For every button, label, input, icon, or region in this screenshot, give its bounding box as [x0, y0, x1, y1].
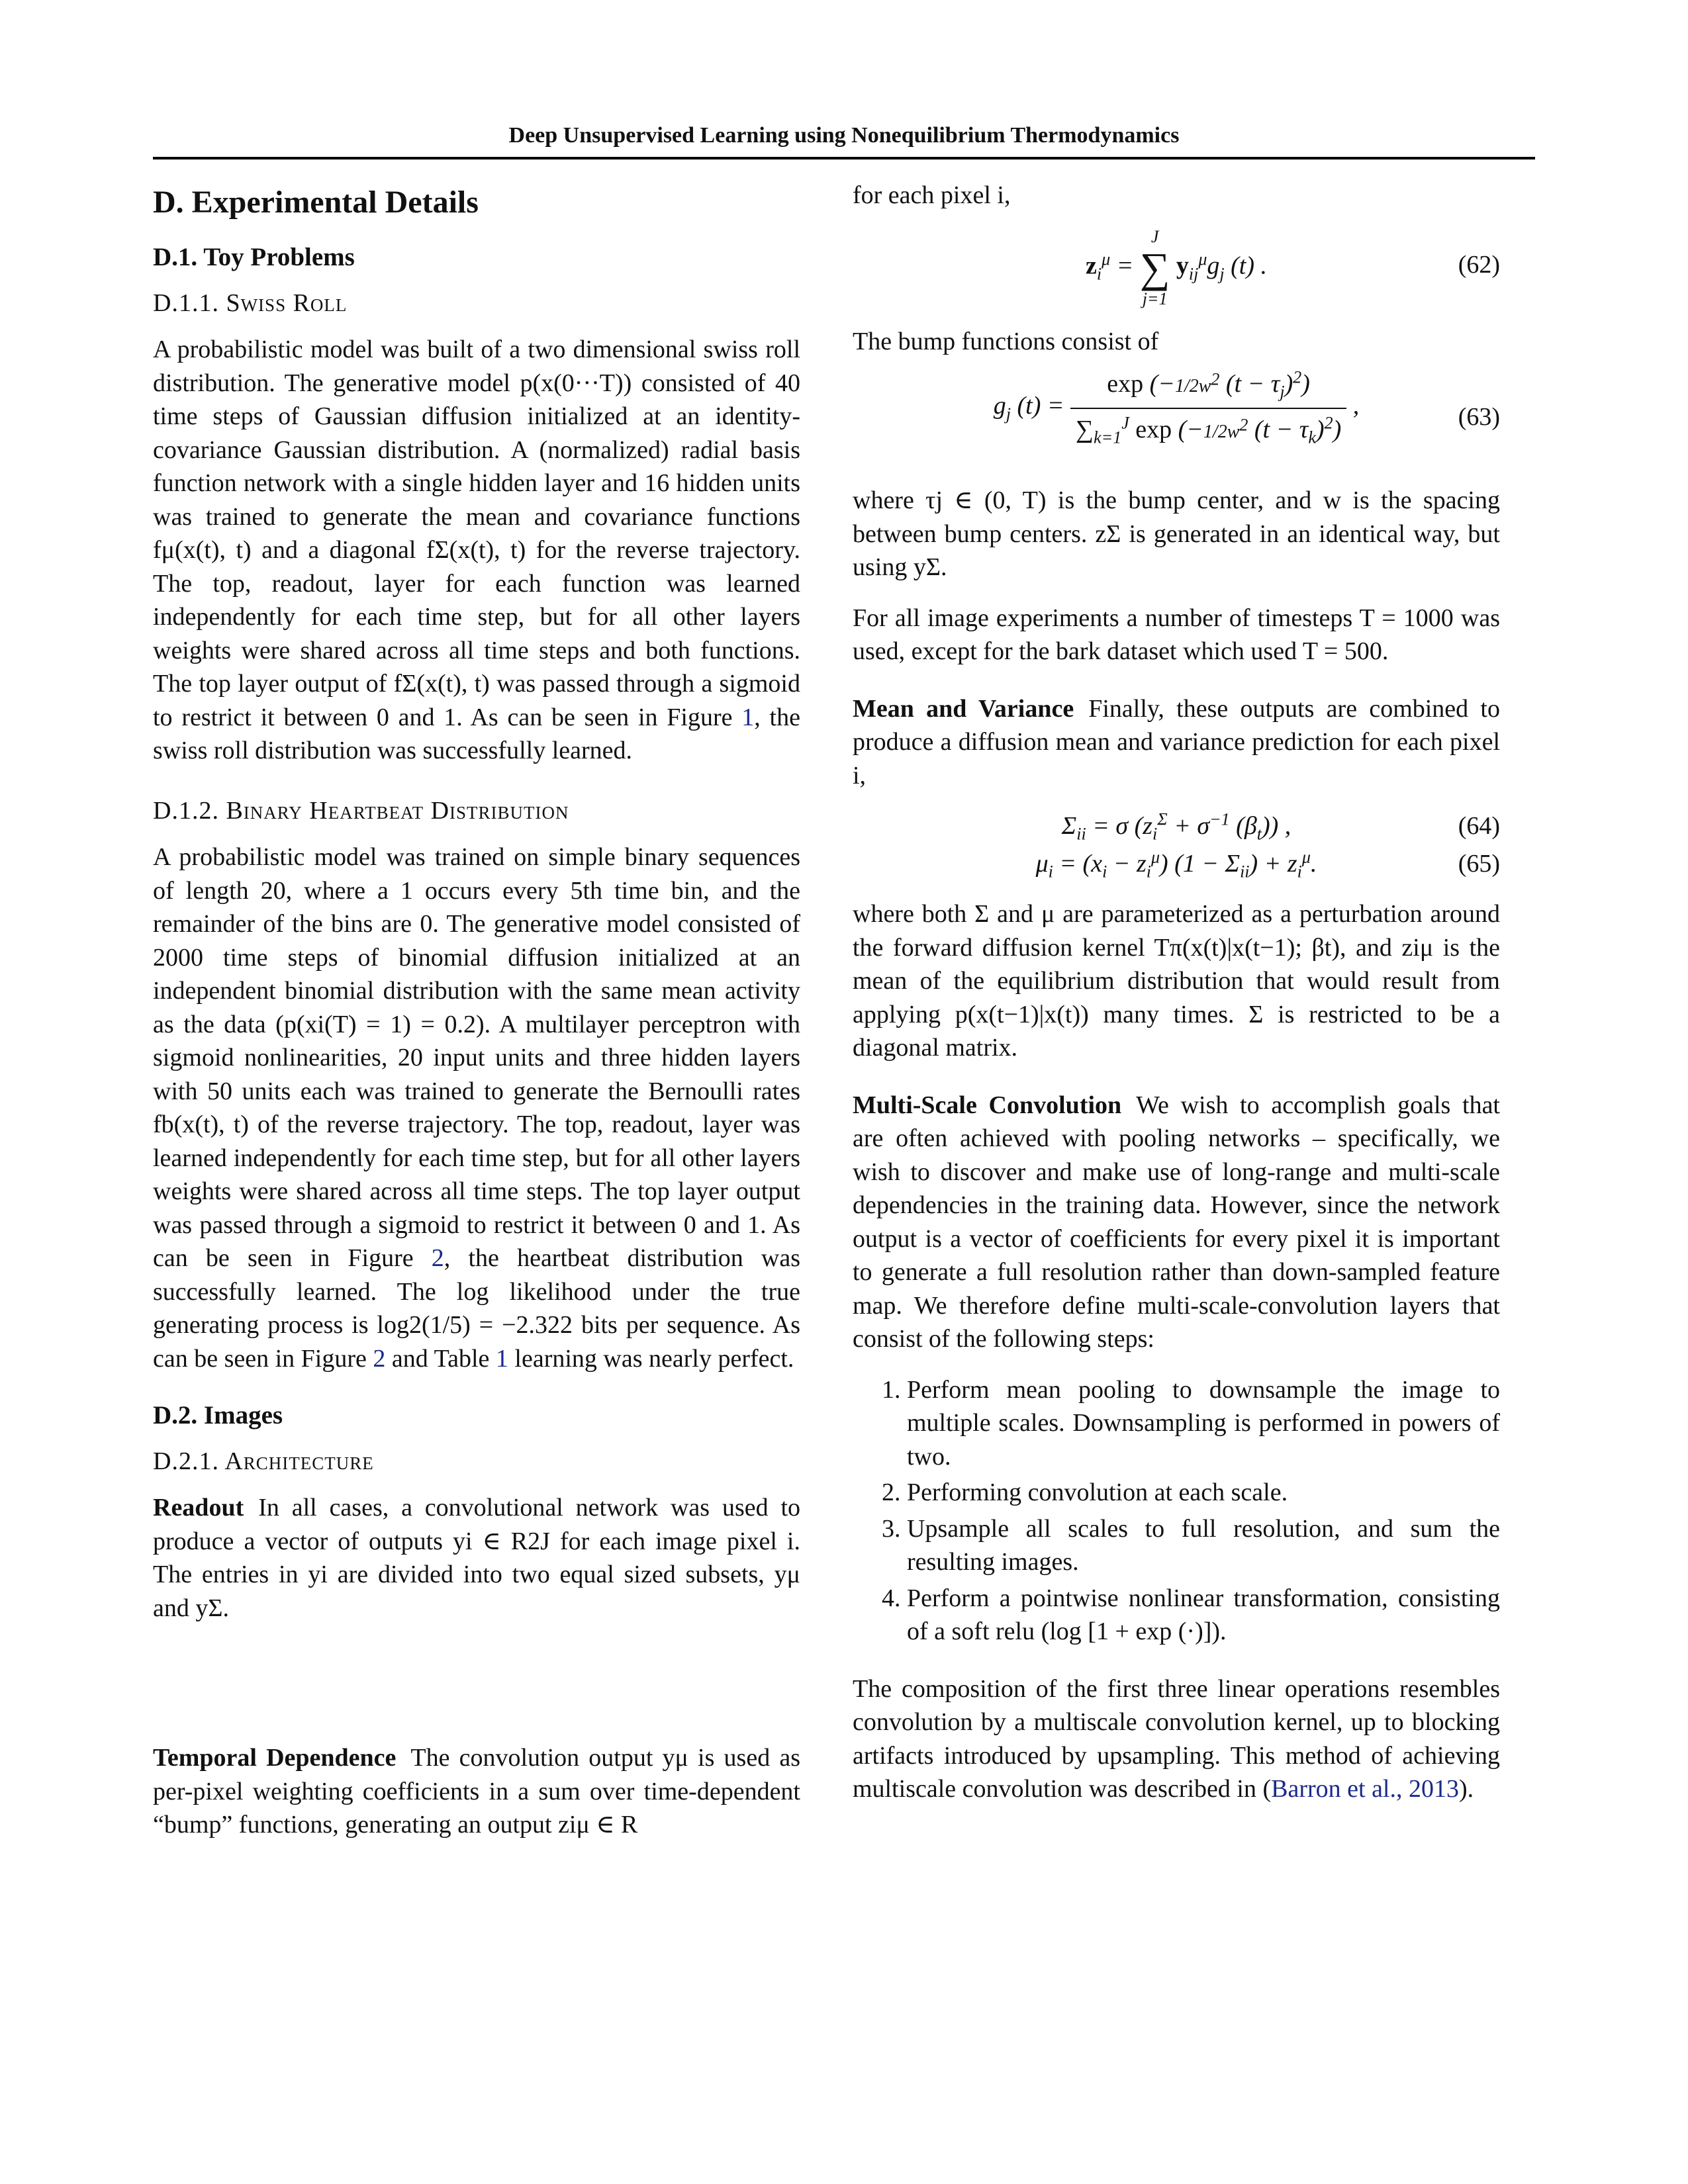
- subsubsection-title-swiss-roll: D.1.1. Swiss Roll: [153, 289, 348, 317]
- list-item: 1. Perform mean pooling to downsample the image to multiple scales. Downsampling is performed in powers of two.: [907, 1373, 1500, 1474]
- subsection-title-images: D.2. Images: [153, 1401, 283, 1430]
- subsubsection-title-heartbeat: D.1.2. Binary Heartbeat Distribution: [153, 796, 569, 825]
- equation-number: (63): [1458, 402, 1500, 431]
- equation-body: $\Sigma_{ii} = \sigma$ ($z_i^\Sigma + \sigma^{-1}$ $(\beta_t)$) ,: [1061, 809, 1291, 844]
- paragraph-temporal: [153, 1741, 800, 1842]
- paragraph-heartbeat: [153, 841, 800, 1375]
- paragraph-bump-intro: The bump functions consist of: [853, 327, 1159, 355]
- equation-number: (64): [1458, 812, 1500, 840]
- list-item: 2. Performing convolution at each scale.: [907, 1476, 1500, 1510]
- left-column: [153, 179, 800, 1859]
- steps-list: [853, 1373, 1500, 1649]
- paragraph-mean-variance: [853, 692, 1500, 793]
- paragraph-timesteps: For all image experiments a number of timesteps T = 1000 was used, except for the bark dataset which used T = 500.: [853, 604, 1500, 665]
- list-item: 4. Perform a pointwise nonlinear transformation, consisting of a soft relu (log [1 + exp (·)]).: [907, 1582, 1500, 1649]
- paragraph-text: A probabilistic model was built of a two dimensional swiss roll distribution. The generative model p(x(0···T)) consisted of 40 time steps of Gaussian diffusion initialized at an identity-covariance Gaussian distribution. A (normalized) radial basis function network with a single hidden layer and 16 hidden units was trained to generate the mean and covariance functions fμ(x(t), t) and a diagonal fΣ(x(t), t) for the reverse trajectory. The top, readout, layer for each function was learned independently for each time step, but for all other layers weights were shared across all time steps and both functions. The top layer output of fΣ(x(t), t) was passed through a sigmoid to restrict it between 0 and 1. As can be seen in Figure: [153, 336, 800, 731]
- right-column: [853, 179, 1500, 1823]
- paragraph-readout: [153, 1491, 800, 1625]
- paragraph-text: ).: [1459, 1775, 1474, 1803]
- paragraph-where-both: where both Σ and μ are parameterized as a perturbation around the forward diffusion kernel Tπ(x(t)|x(t−1); βt), and ziμ is the mean of the equilibrium distribution that would result from applying p(x(t−1)|x(t)) many times. Σ is restricted to be a diagonal matrix.: [853, 900, 1500, 1062]
- header-rule: [153, 157, 1535, 159]
- equation-63: [853, 367, 1500, 467]
- table-link[interactable]: 1: [495, 1344, 508, 1373]
- column-gap: [153, 1642, 800, 1741]
- paragraph-heading-readout: Readout: [153, 1494, 244, 1522]
- citation-link[interactable]: Barron et al., 2013: [1271, 1775, 1459, 1803]
- equation-64: [853, 809, 1500, 843]
- equation-body: $z_i^\mu$ = J ∑ j=1 $y_{ij}^\mu g_j$ (t) .: [1085, 226, 1268, 308]
- paragraph-text: , the swiss roll distribution was successfully learned.: [153, 703, 800, 764]
- equation-body: $\mu_i = (x_i - z_i^\mu) (1 - \Sigma_{ii}) + z_i^\mu$.: [1035, 846, 1317, 882]
- equation-62: [853, 222, 1500, 308]
- paragraph-text: learning was nearly perfect.: [508, 1344, 794, 1373]
- paragraph-heading-mean-variance: Mean and Variance: [853, 694, 1074, 723]
- paragraph-text: The convolution output yμ is used as per-pixel weighting coefficients in a sum over time-dependent “bump” functions, generating an output ziμ ∈ R: [153, 1744, 800, 1839]
- paragraph-heading-multi-scale: Multi-Scale Convolution: [853, 1091, 1122, 1119]
- paragraph-multi-scale: [853, 1089, 1500, 1356]
- paragraph-composition: [853, 1672, 1500, 1806]
- running-head: Deep Unsupervised Learning using Nonequilibrium Thermodynamics: [508, 123, 1180, 148]
- paragraph-text: In all cases, a convolutional network was used to produce a vector of outputs yi ∈ R2J for each image pixel i. The entries in yi are divided into two equal sized subsets, yμ and yΣ.: [153, 1494, 800, 1622]
- figure-link[interactable]: 2: [373, 1344, 386, 1373]
- equation-65: [853, 847, 1500, 881]
- paragraph-for-each-pixel: for each pixel i,: [853, 181, 1011, 209]
- figure-link[interactable]: 2: [431, 1244, 444, 1272]
- subsection-title-toy: D.1. Toy Problems: [153, 243, 355, 271]
- paragraph-text: Finally, these outputs are combined to produce a diffusion mean and variance prediction for each pixel i,: [853, 694, 1500, 790]
- equation-number: (65): [1458, 849, 1500, 878]
- paragraph-text: and Table: [385, 1344, 496, 1373]
- paragraph-text: A probabilistic model was trained on simple binary sequences of length 20, where a 1 occurs every 5th time bin, and the remainder of the bins are 0. The generative model consisted of 2000 time steps of binomial diffusion initialized at an independent binomial distribution with the same mean activity as the data (p(xi(T) = 1) = 0.2). A multilayer perceptron with sigmoid nonlinearities, 20 input units and three hidden layers with 50 units each was trained to generate the Bernoulli rates fb(x(t), t) of the reverse trajectory. The top, readout, layer was learned independently for each time step, but for all other layers weights were shared across all time steps. The top layer output was passed through a sigmoid to restrict it between 0 and 1. As can be seen in Figure: [153, 843, 800, 1272]
- figure-link[interactable]: 1: [741, 703, 755, 731]
- paragraph-heading-temporal: Temporal Dependence: [153, 1744, 397, 1772]
- paragraph-text: We wish to accomplish goals that are often achieved with pooling networks – specifically, we wish to discover and make use of long-range and multi-scale dependencies in the training data. However, since the network output is a vector of coefficients for every pixel it is important to generate a full resolution rather than down-sampled feature map. We therefore define multi-scale-convolution layers that consist of the following steps:: [853, 1091, 1500, 1353]
- section-title: D. Experimental Details: [153, 185, 479, 220]
- paragraph-text: The composition of the first three linear operations resembles convolution by a multiscale convolution kernel, up to blocking artifacts introduced by upsampling. This method of achieving multiscale convolution was described in (: [853, 1674, 1500, 1803]
- equation-number: (62): [1458, 250, 1500, 279]
- paragraph-swiss-roll: [153, 333, 800, 768]
- paragraph-text: , the heartbeat distribution was successfully learned. The log likelihood under the true generating process is log2(1/5) = −2.322 bits per sequence. As can be seen in Figure: [153, 1244, 800, 1373]
- list-item: 3. Upsample all scales to full resolution, and sum the resulting images.: [907, 1512, 1500, 1579]
- subsubsection-title-architecture: D.2.1. Architecture: [153, 1447, 374, 1475]
- paragraph-where-tau: where τj ∈ (0, T) is the bump center, and w is the spacing between bump centers. zΣ is generated in an identical way, but using yΣ.: [853, 486, 1500, 581]
- equation-body: $g_j$ (t) = $\frac{\exp (-1/2w^2 (t - \tau_j)^2)}{\sum_{k=1}^J \exp (-1/2w^2 (t - \tau_k)^2)}$ ,: [993, 367, 1360, 447]
